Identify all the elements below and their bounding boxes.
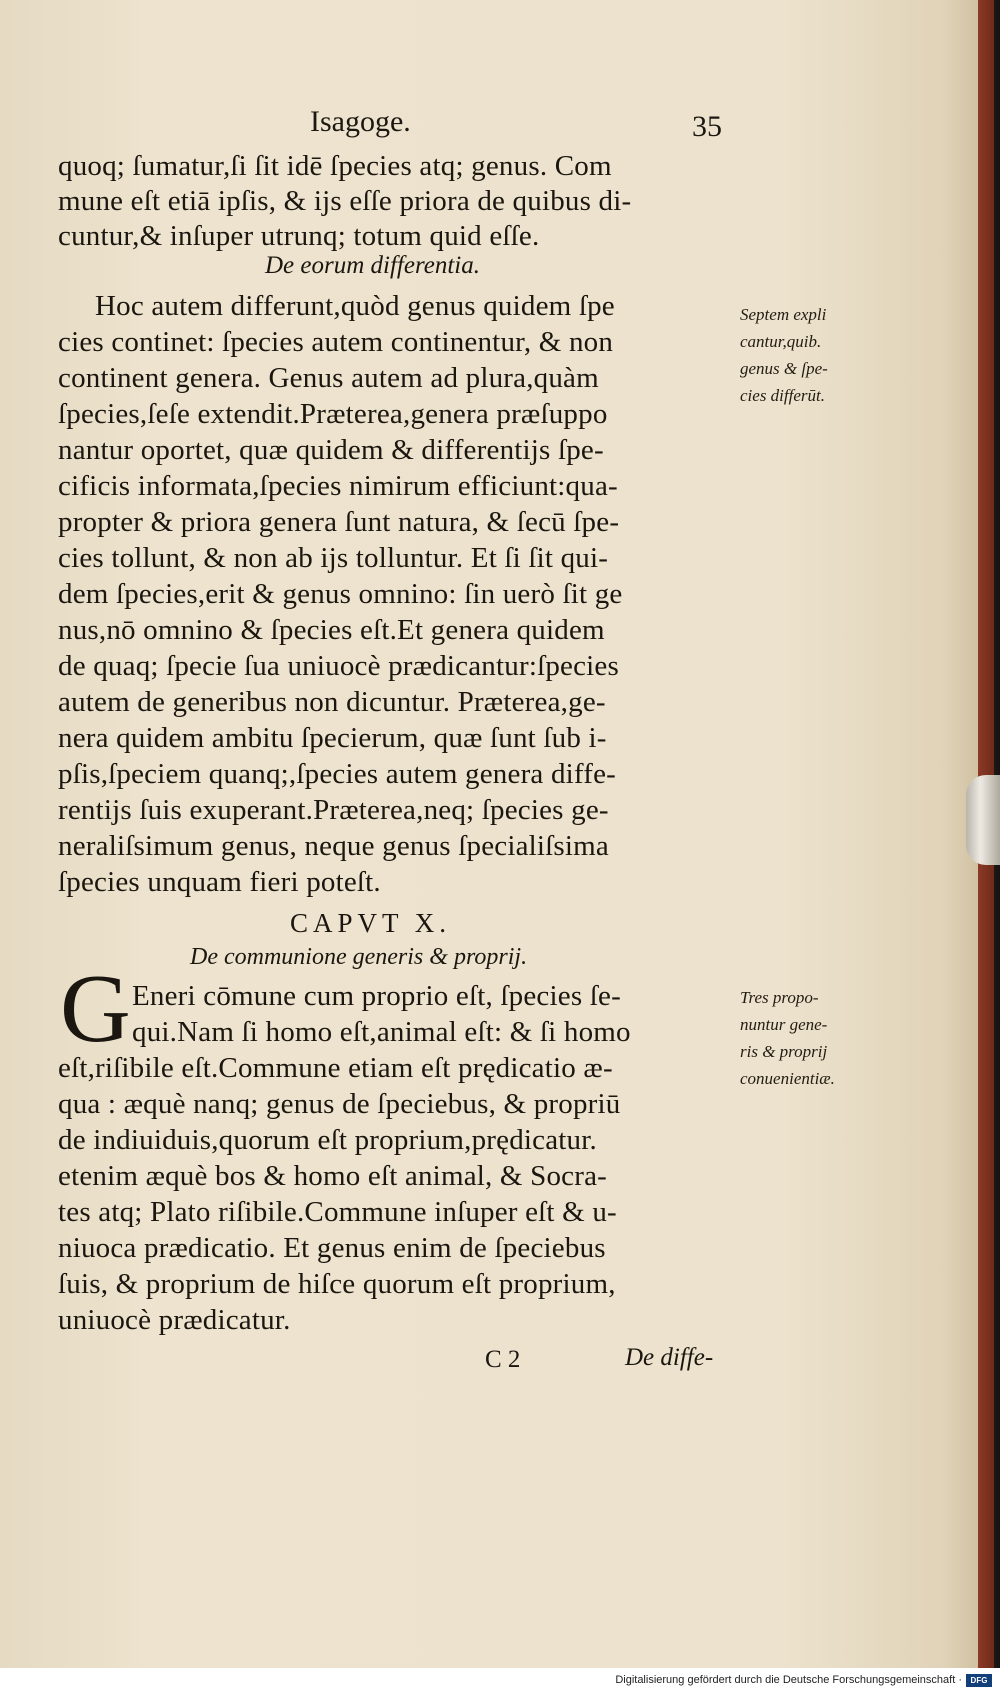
text-line: uniuocè prædicatur. [58, 1304, 291, 1336]
text-line: ſpecies,ſeſe extendit.Præterea,genera præſuppo [58, 398, 608, 430]
section-heading: De eorum differentia. [265, 252, 481, 279]
signature-mark: C 2 [485, 1346, 521, 1373]
margin-note: conuenientiæ. [740, 1069, 835, 1088]
text-line: cificis informata,ſpecies nimirum efficiunt:qua- [58, 470, 618, 502]
text-line: nera quidem ambitu ſpecierum, quæ ſunt ſub i- [58, 722, 607, 754]
margin-note: genus & ſpe- [740, 359, 828, 378]
text-line: nus,nō omnino & ſpecies eſt.Et genera quidem [58, 614, 605, 646]
footer-credit: Digitalisierung gefördert durch die Deutsche Forschungsgemeinschaft · [615, 1674, 962, 1686]
text-line: eſt,riſibile eſt.Commune etiam eſt prędicatio æ- [58, 1052, 613, 1084]
text-line: tes atq; Plato riſibile.Commune inſuper eſt & u- [58, 1196, 617, 1228]
page-tab-marker [966, 775, 1000, 865]
text-line: etenim æquè bos & homo eſt animal, & Socra- [58, 1160, 608, 1192]
text-line: continent genera. Genus autem ad plura,quàm [58, 362, 599, 394]
text-line: de quaq; ſpecie ſua uniuocè prædicantur:ſpecies [58, 650, 619, 682]
text-line: qua : æquè nanq; genus de ſpeciebus, & propriū [58, 1088, 621, 1120]
chapter-subheading: De communione generis & proprij. [190, 944, 528, 970]
footer-bar [0, 1668, 1000, 1693]
text-line: cies tollunt, & non ab ijs tolluntur. Et ſi ſit qui- [58, 542, 609, 574]
text-line: niuoca prædicatio. Et genus enim de ſpeciebus [58, 1232, 606, 1264]
margin-note: cies differūt. [740, 386, 825, 405]
running-title: Isagoge. [310, 105, 411, 138]
text-line: autem de generibus non dicuntur. Præterea,ge- [58, 686, 606, 718]
text-line: de indiuiduis,quorum eſt proprium,prędicatur. [58, 1124, 597, 1156]
text-line: dem ſpecies,erit & genus omnino: ſin uerò ſit ge [58, 578, 623, 610]
text-line: mune eſt etiā ipſis, & ijs eſſe priora de quibus di- [58, 185, 632, 217]
text-line: nantur oportet, quæ quidem & differentijs ſpe- [58, 434, 604, 466]
text-line: quoq; ſumatur,ſi ſit idē ſpecies atq; genus. Com [58, 150, 612, 182]
text-line: neraliſsimum genus, neque genus ſpecialiſsima [58, 830, 610, 862]
text-line: pſis,ſpeciem quanq;,ſpecies autem genera diffe- [58, 758, 617, 790]
text-line: cies continet: ſpecies autem continentur, & non [58, 326, 614, 358]
catchword: De diffe- [625, 1344, 714, 1371]
text-line: qui.Nam ſi homo eſt,animal eſt: & ſi homo [132, 1016, 631, 1048]
text-line: propter & priora genera ſunt natura, & ſecū ſpe- [58, 506, 620, 538]
margin-note: ris & proprij [740, 1042, 828, 1061]
page-number: 35 [692, 110, 722, 143]
text-line: rentijs ſuis exuperant.Præterea,neq; ſpecies ge- [58, 794, 609, 826]
drop-cap: G [60, 955, 131, 1063]
chapter-heading: CAPVT X. [290, 908, 452, 938]
text-line: Eneri cōmune cum proprio eſt, ſpecies ſe- [132, 980, 621, 1012]
text-line: ſpecies unquam fieri poteſt. [58, 866, 381, 898]
text-line: cuntur,& inſuper utrunq; totum quid eſſe. [58, 220, 540, 252]
margin-note: cantur,quib. [740, 332, 822, 351]
margin-note: Septem expli [740, 305, 827, 324]
margin-note: Tres propo- [740, 988, 819, 1007]
dfg-logo-icon: DFG [966, 1674, 992, 1687]
text-line: Hoc autem differunt,quòd genus quidem ſpe [95, 290, 615, 322]
text-line: ſuis, & proprium de hiſce quorum eſt proprium, [58, 1268, 616, 1300]
margin-note: nuntur gene- [740, 1015, 828, 1034]
